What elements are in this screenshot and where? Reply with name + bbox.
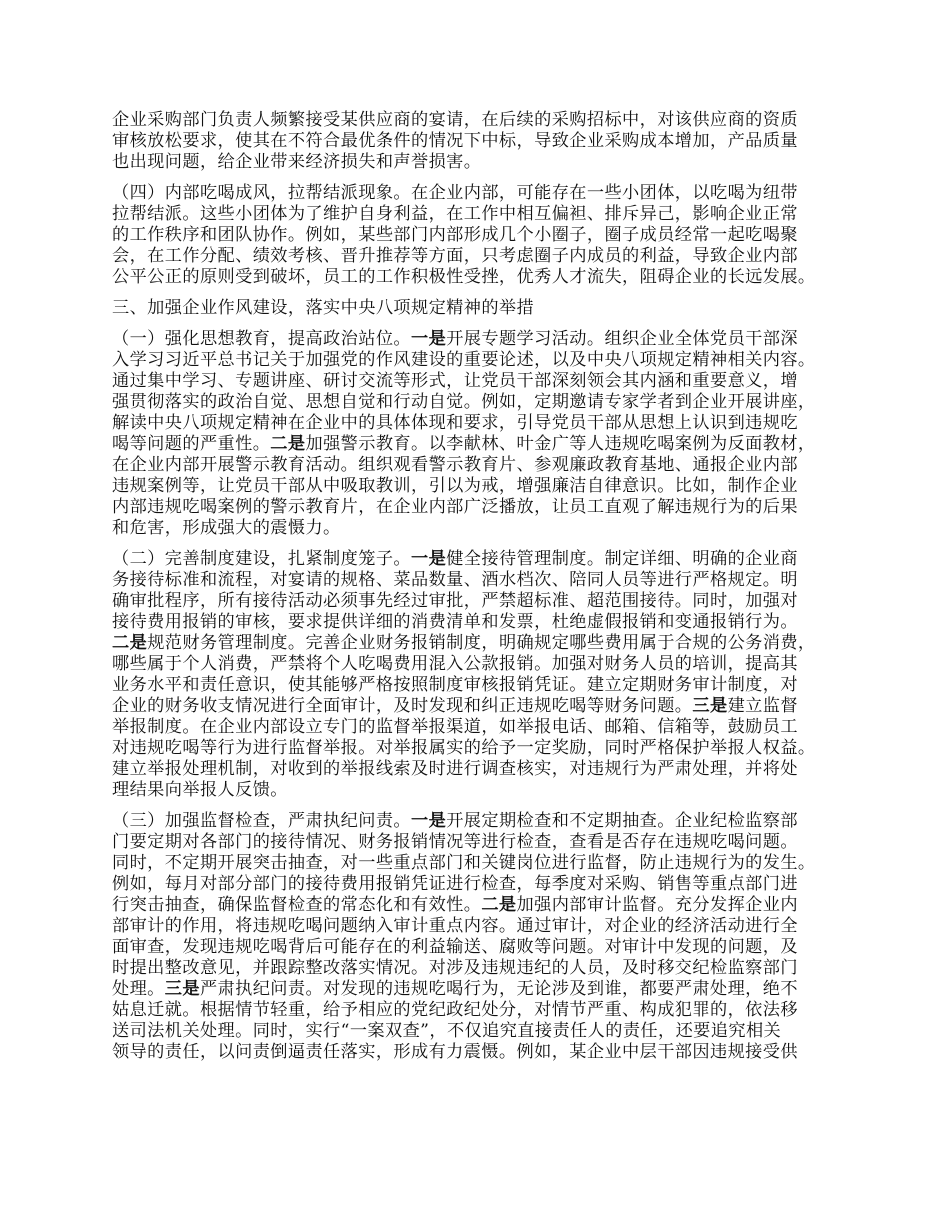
text-line [112, 570, 842, 591]
text-line [112, 759, 842, 780]
text-segment: 喝等问题的严重性。 [112, 434, 271, 454]
section-heading [112, 298, 842, 319]
text-line [112, 696, 842, 717]
text-segment: 行突击抽查，确保监督检查的常态化和有效性。 [112, 895, 482, 915]
text-segment: 的工作秩序和团队协作。例如，某些部门内部形成几个小圈子，圈子成员经常一起吃喝聚 [112, 225, 798, 245]
text-segment: 强贯彻落实的政治自觉、思想自觉和行动自觉。例如，定期邀请专家学者到企业开展讲座， [112, 392, 816, 412]
text-line [112, 1000, 842, 1021]
text-line [112, 131, 842, 152]
paragraph [112, 811, 842, 1063]
text-segment: （一）强化思想教育，提高政治站位。 [112, 329, 411, 349]
text-line [112, 895, 842, 916]
text-line [112, 675, 842, 696]
text-line [112, 476, 842, 497]
bold-ordinal-label: 二是 [270, 434, 306, 454]
text-segment: 加强警示教育。以李献林、叶金广等人违规吃喝案例为反面教材， [305, 434, 816, 454]
text-segment: （四）内部吃喝成风，拉帮结派现象。在企业内部，可能存在一些小团体，以吃喝为纽带 [112, 183, 798, 203]
paragraph [112, 329, 842, 539]
text-line [112, 549, 842, 570]
text-line [112, 612, 842, 633]
text-line [112, 350, 842, 371]
text-segment: 审核放松要求，使其在不符合最优条件的情况下中标，导致企业采购成本增加，产品质量 [112, 131, 798, 151]
text-line [112, 110, 842, 131]
text-line [112, 298, 842, 319]
text-line [112, 874, 842, 895]
text-segment: 部审计的作用，将违规吃喝问题纳入审计重点内容。通过审计，对企业的经济活动进行全 [112, 916, 798, 936]
text-line [112, 937, 842, 958]
text-segment: 领导的责任，以问责倒逼责任落实，形成有力震慑。例如，某企业中层干部因违规接受供 [112, 1042, 798, 1062]
bold-ordinal-label: 二是 [481, 895, 517, 915]
bold-ordinal-label: 一是 [411, 811, 447, 831]
paragraph [112, 110, 842, 173]
text-segment: 会，在工作分配、绩效考核、晋升推荐等方面，只考虑圈子内成员的利益，导致企业内部 [112, 246, 798, 266]
text-segment: 入学习习近平总书记关于加强党的作风建设的重要论述，以及中央八项规定精神相关内容。 [112, 350, 816, 370]
text-segment: 在企业内部开展警示教育活动。组织观看警示教育片、参观廉政教育基地、通报企业内部 [112, 455, 798, 475]
text-segment: 违规案例等，让党员干部从中吸取教训，引以为戒，增强廉洁自律意识。比如，制作企业 [112, 476, 798, 496]
text-segment: 和危害，形成强大的震慑力。 [112, 518, 341, 538]
text-line [112, 183, 842, 204]
text-line [112, 717, 842, 738]
text-segment: 门要定期对各部门的接待情况、财务报销情况等进行检查，查看是否存在违规吃喝问题。 [112, 832, 798, 852]
text-line [112, 204, 842, 225]
text-line [112, 738, 842, 759]
text-line [112, 979, 842, 1000]
text-segment: 开展定期检查和不定期抽查。企业纪检监察部 [446, 811, 798, 831]
text-line [112, 591, 842, 612]
text-segment: 姑息迁就。根据情节轻重，给予相应的党纪政纪处分，对情节严重、构成犯罪的，依法移 [112, 1000, 798, 1020]
text-segment: 内部违规吃喝案例的警示教育片，在企业内部广泛播放，让员工直观了解违规行为的后果 [112, 497, 798, 517]
document-page [112, 110, 842, 1073]
text-segment: （二）完善制度建设，扎紧制度笼子。 [112, 549, 411, 569]
text-line [112, 654, 842, 675]
text-segment: 同时，不定期开展突击抽查，对一些重点部门和关键岗位进行监督，防止违规行为的发生。 [112, 853, 816, 873]
text-line [112, 434, 842, 455]
text-segment: 通过集中学习、专题讲座、研讨交流等形式，让党员干部深刻领会其内涵和重要意义，增 [112, 371, 798, 391]
text-segment: 严肃执纪问责。对发现的违规吃喝行为，无论涉及到谁，都要严肃处理，绝不 [199, 979, 798, 999]
text-segment: 务接待标准和流程，对宴请的规格、菜品数量、酒水档次、陪同人员等进行严格规定。明 [112, 570, 798, 590]
text-line [112, 413, 842, 434]
text-line [112, 518, 842, 539]
text-line [112, 811, 842, 832]
text-segment: 接待费用报销的审核，要求提供详细的消费清单和发票，杜绝虚假报销和变通报销行为。 [112, 612, 798, 632]
text-segment: 建立举报处理机制，对收到的举报线索及时进行调查核实，对违规行为严肃处理，并将处 [112, 759, 798, 779]
bold-ordinal-label: 一是 [411, 329, 447, 349]
text-segment: 确审批程序，所有接待活动必须事先经过审批，严禁超标准、超范围接待。同时，加强对 [112, 591, 798, 611]
text-segment: 业务水平和责任意识，使其能够严格按照制度审核报销凭证。建立定期财务审计制度，对 [112, 675, 798, 695]
text-line [112, 916, 842, 937]
text-line [112, 152, 842, 173]
text-segment: 加强内部审计监督。充分发挥企业内 [516, 895, 798, 915]
text-segment: 例如，每月对部分部门的接待费用报销凭证进行检查，每季度对采购、销售等重点部门进 [112, 874, 798, 894]
text-line [112, 832, 842, 853]
text-line [112, 958, 842, 979]
text-line [112, 455, 842, 476]
text-line [112, 371, 842, 392]
text-segment: 健全接待管理制度。制定详细、明确的企业商 [446, 549, 798, 569]
text-segment: 企业采购部门负责人频繁接受某供应商的宴请，在后续的采购招标中，对该供应商的资质 [112, 110, 798, 130]
text-line [112, 853, 842, 874]
text-segment: 建立监督 [727, 696, 798, 716]
text-line [112, 1042, 842, 1063]
text-line [112, 225, 842, 246]
paragraph [112, 549, 842, 801]
text-segment: 公平公正的原则受到破坏，员工的工作积极性受挫，优秀人才流失，阻碍企业的长远发展。 [112, 267, 816, 287]
bold-ordinal-label: 二是 [112, 633, 148, 653]
text-segment: 理结果向举报人反馈。 [112, 780, 288, 800]
bold-ordinal-label: 一是 [411, 549, 447, 569]
text-line [112, 392, 842, 413]
text-line [112, 633, 842, 654]
text-segment: 三、加强企业作风建设，落实中央八项规定精神的举措 [112, 298, 535, 318]
text-segment: 开展专题学习活动。组织企业全体党员干部深 [446, 329, 798, 349]
bold-ordinal-label: 三是 [692, 696, 728, 716]
text-segment: （三）加强监督检查，严肃执纪问责。 [112, 811, 411, 831]
text-segment: 哪些属于个人消费，严禁将个人吃喝费用混入公款报销。加强对财务人员的培训，提高其 [112, 654, 798, 674]
text-segment: 处理。 [112, 979, 165, 999]
text-segment: 拉帮结派。这些小团体为了维护自身利益，在工作中相互偏袒、排斥异己，影响企业正常 [112, 204, 798, 224]
text-segment: 对违规吃喝等行为进行监督举报。对举报属实的给予一定奖励，同时严格保护举报人权益。 [112, 738, 816, 758]
text-segment: 企业的财务收支情况进行全面审计，及时发现和纠正违规吃喝等财务问题。 [112, 696, 693, 716]
paragraph [112, 183, 842, 288]
text-segment: 时提出整改意见，并跟踪整改落实情况。对涉及违规违纪的人员，及时移交纪检监察部门 [112, 958, 798, 978]
text-line [112, 780, 842, 801]
text-segment: 也出现问题，给企业带来经济损失和声誉损害。 [112, 152, 482, 172]
text-segment: 送司法机关处理。同时，实行“一案双查”，不仅追究直接责任人的责任，还要追究相关 [112, 1021, 782, 1041]
text-line [112, 267, 842, 288]
text-line [112, 497, 842, 518]
text-segment: 规范财务管理制度。完善企业财务报销制度，明确规定哪些费用属于合规的公务消费， [147, 633, 816, 653]
text-line [112, 246, 842, 267]
bold-ordinal-label: 三是 [164, 979, 200, 999]
text-segment: 面审查，发现违规吃喝背后可能存在的利益输送、腐败等问题。对审计中发现的问题，及 [112, 937, 798, 957]
text-segment: 解读中央八项规定精神在企业中的具体体现和要求，引导党员干部从思想上认识到违规吃 [112, 413, 798, 433]
text-line [112, 329, 842, 350]
text-segment: 举报制度。在企业内部设立专门的监督举报渠道，如举报电话、邮箱、信箱等，鼓励员工 [112, 717, 798, 737]
text-line [112, 1021, 842, 1042]
